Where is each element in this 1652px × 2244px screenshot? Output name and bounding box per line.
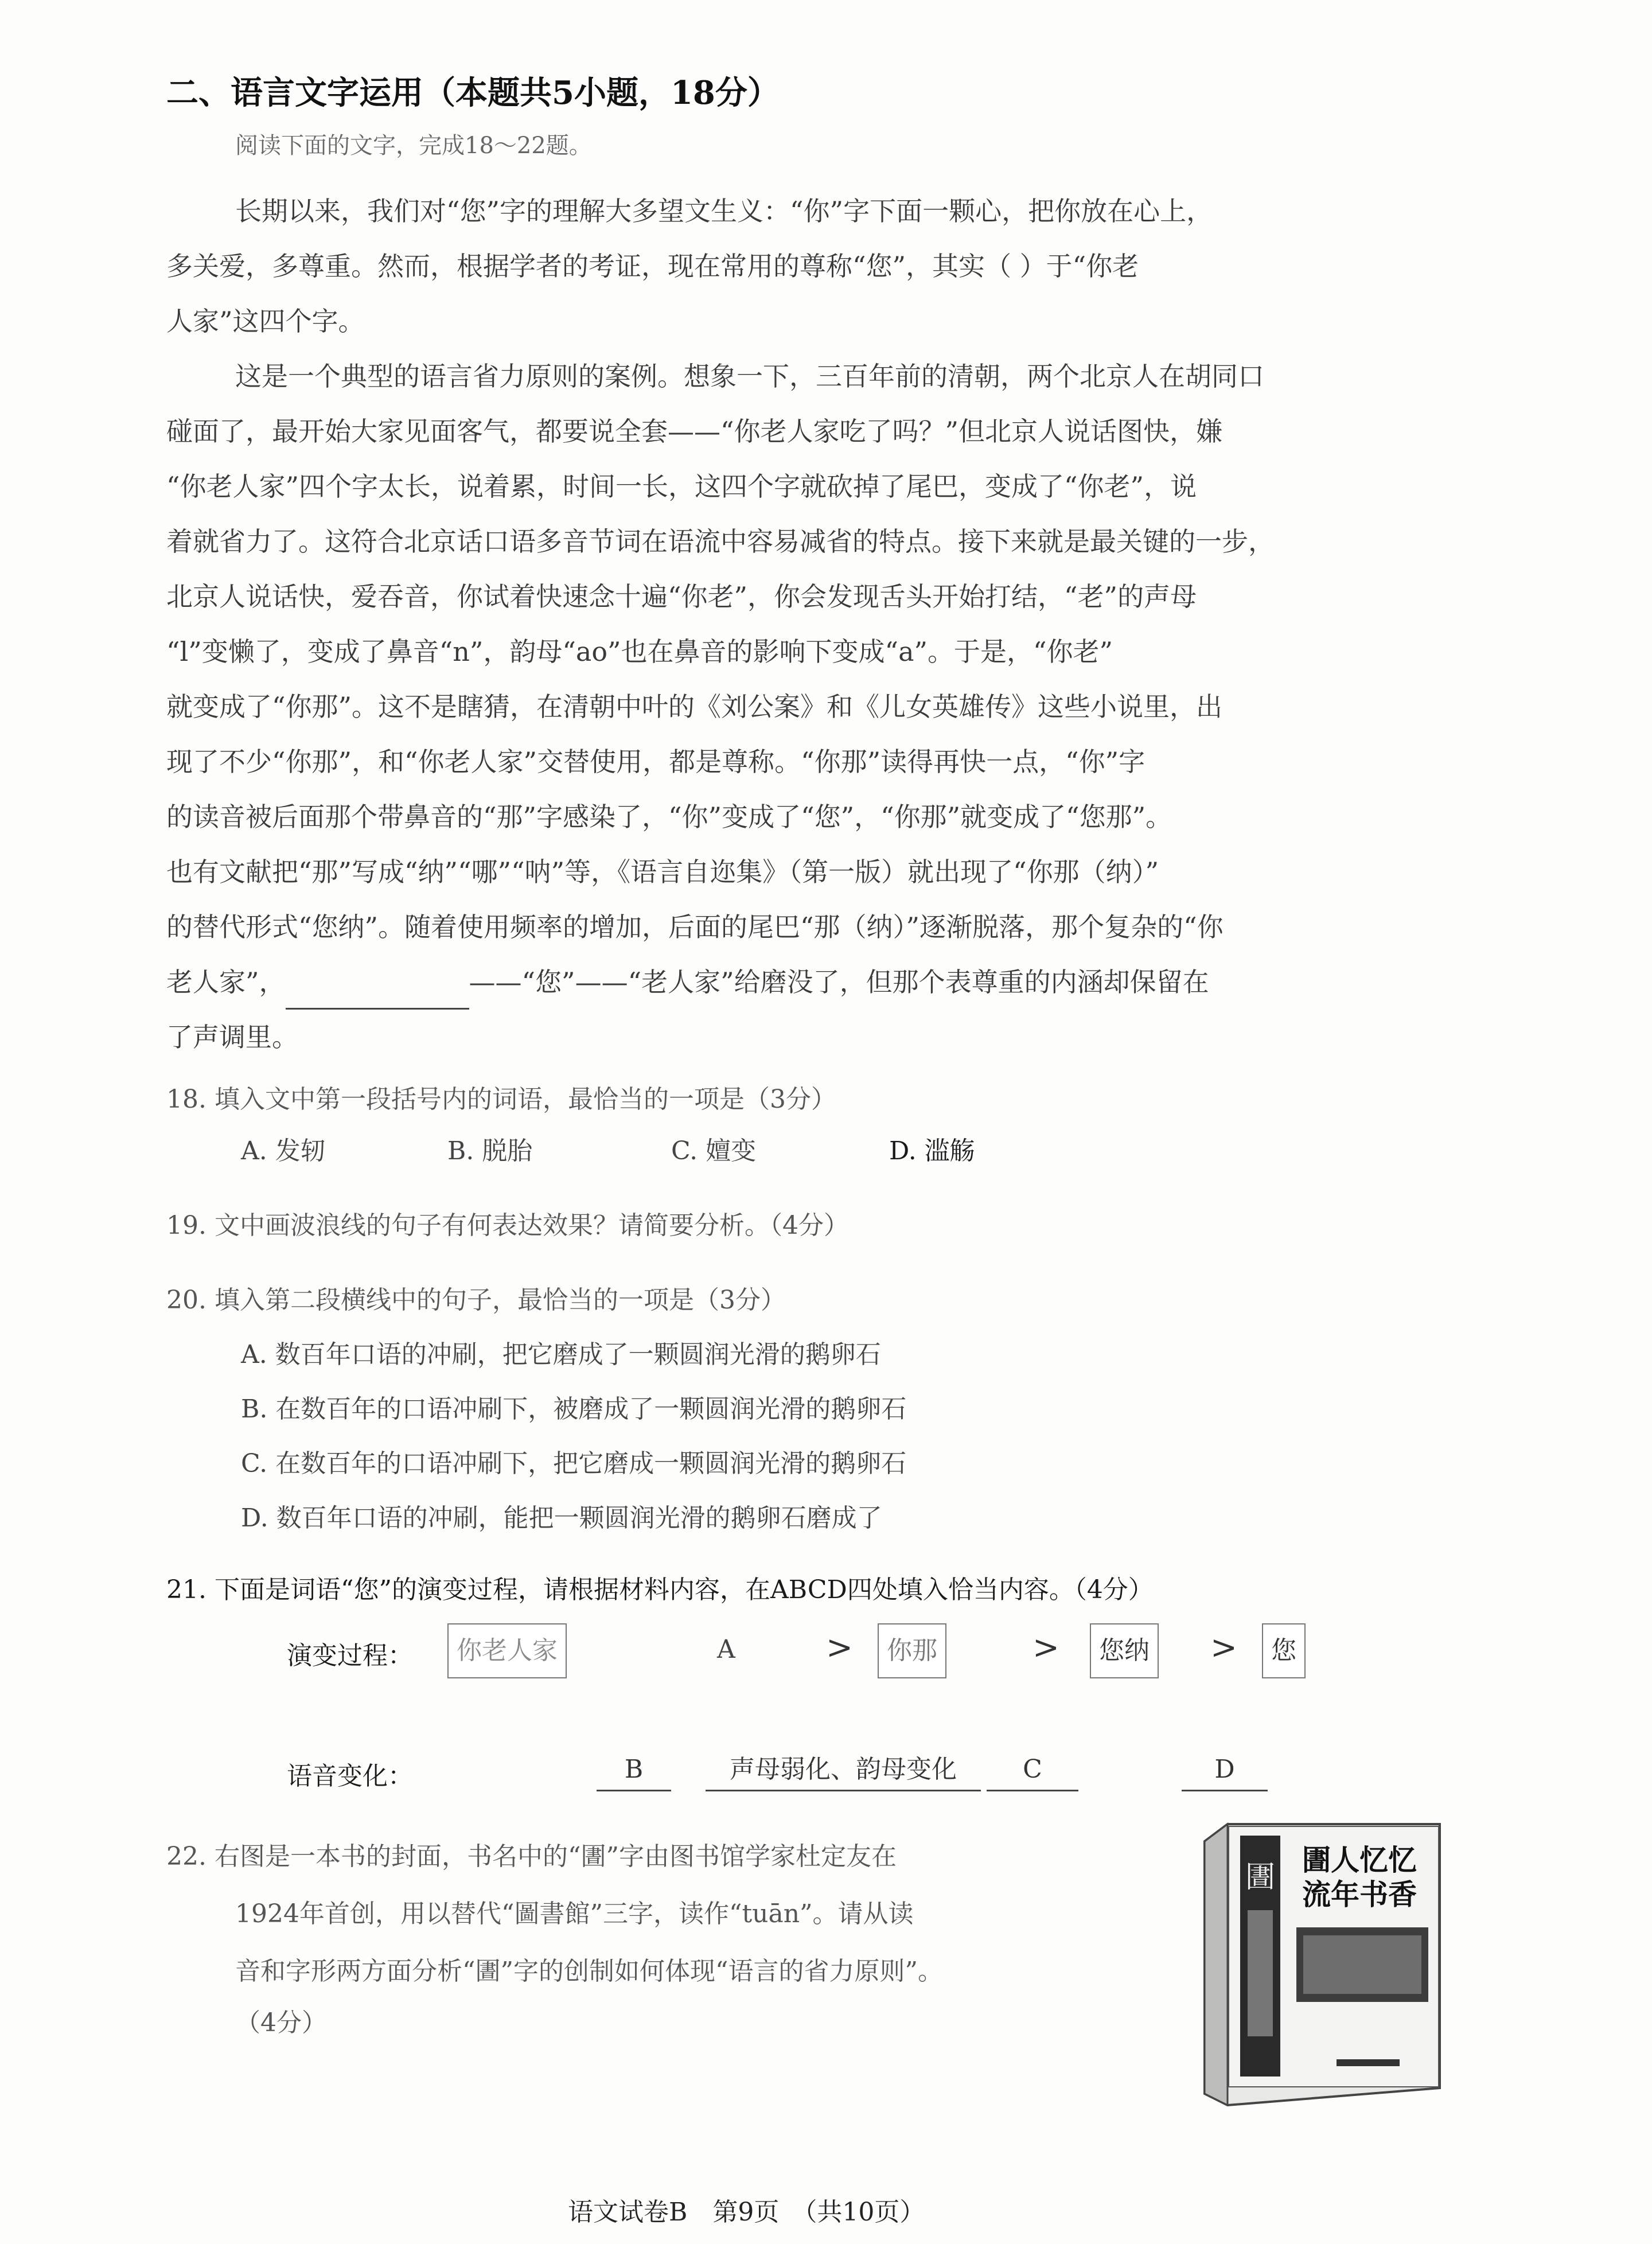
passage-line: 多关爱，多尊重。然而，根据学者的考证，现在常用的尊称“您”，其实（ ）于“你老 <box>166 251 1139 282</box>
passage-line: 也有文献把“那”写成“纳”“哪”“呐”等，《语言自迩集》（第一版）就出现了“你那（纳）” <box>166 856 1159 887</box>
q18-option-b[interactable]: B. 脱胎 <box>447 1136 533 1166</box>
q20-option-c[interactable]: C. 在数百年的口语冲刷下，把它磨成一颗圆润光滑的鹅卵石 <box>241 1449 907 1478</box>
q21-box-nina: 你那 <box>878 1623 946 1678</box>
q20-option-a[interactable]: A. 数百年口语的冲刷，把它磨成了一颗圆润光滑的鹅卵石 <box>241 1340 881 1369</box>
book-title-line2: 流年书香 <box>1302 1877 1417 1911</box>
passage-line: 老人家”， <box>166 967 286 998</box>
q21-box-start: 你老人家 <box>447 1623 567 1678</box>
question-20: 20. 填入第二段横线中的句子，最恰当的一项是（3分） <box>166 1285 786 1315</box>
passage-line: 就变成了“你那”。这不是瞎猜，在清朝中叶的《刘公案》和《儿女英雄传》这些小说里，出 <box>166 691 1223 722</box>
q21-blank-d[interactable]: D <box>1182 1750 1268 1791</box>
passage-line: “l”变懒了，变成了鼻音“n”，韵母“ao”也在鼻音的影响下变成“a”。于是，“你老” <box>166 636 1113 667</box>
arrow-icon: > <box>1032 1629 1059 1666</box>
page-footer: 语文试卷B 第9页 （共10页） <box>568 2198 925 2227</box>
passage-line: 人家”这四个字。 <box>166 306 365 337</box>
q20-option-d[interactable]: D. 数百年口语的冲刷，能把一颗圆润光滑的鹅卵石磨成了 <box>241 1503 882 1533</box>
book-title-line1: 圕人忆忆 <box>1302 1843 1417 1877</box>
arrow-icon: > <box>1210 1629 1237 1666</box>
q21-process-label: 演变过程： <box>287 1641 413 1670</box>
arrow-icon: > <box>826 1629 853 1666</box>
passage-line: “你老人家”四个字太长，说着累，时间一长，这四个字就砍掉了尾巴，变成了“你老”，说 <box>166 471 1197 502</box>
passage-line: 碰面了，最开始大家见面客气，都要说全套——“你老人家吃了吗？”但北京人说话图快，嫌 <box>166 416 1223 447</box>
q21-blank-b[interactable]: B <box>597 1750 671 1791</box>
passage-line-with-blank <box>166 955 1480 1010</box>
passage-line: 的替代形式“您纳”。随着使用频率的增加，后面的尾巴“那（纳）”逐渐脱落，那个复杂的“你 <box>166 911 1224 942</box>
passage-line: 长期以来，我们对“您”字的理解大多望文生义：“你”字下面一颗心，把你放在心上， <box>235 196 1213 227</box>
passage-tail: ——“您”——“老人家”给磨没了，但那个表尊重的内涵却保留在 <box>469 967 1209 998</box>
passage-line: 着就省力了。这符合北京话口语多音节词在语流中容易减省的特点。接下来就是最关键的一步， <box>166 526 1275 557</box>
passage-line: 了声调里。 <box>166 1022 298 1053</box>
question-22-line: 音和字形两方面分析“圕”字的创制如何体现“语言的省力原则”。 <box>235 1957 943 1986</box>
q21-box-nin: 您 <box>1262 1623 1306 1678</box>
q21-phonetic-label: 语音变化： <box>287 1762 413 1791</box>
section-heading: 二、语言文字运用（本题共5小题，18分） <box>166 74 780 112</box>
question-18: 18. 填入文中第一段括号内的词语，最恰当的一项是（3分） <box>166 1085 836 1114</box>
passage-line: 现了不少“你那”，和“你老人家”交替使用，都是尊称。“你那”读得再快一点，“你”字 <box>166 746 1146 777</box>
passage-line: 这是一个典型的语言省力原则的案例。想象一下，三百年前的清朝，两个北京人在胡同口 <box>235 361 1264 392</box>
book-cover-image <box>1193 1818 1446 2117</box>
q18-option-a[interactable]: A. 发轫 <box>241 1136 326 1166</box>
q21-phonetic-note: 声母弱化、韵母变化 <box>706 1750 981 1791</box>
q18-option-c[interactable]: C. 嬗变 <box>671 1136 757 1166</box>
q20-option-b[interactable]: B. 在数百年的口语冲刷下，被磨成了一颗圆润光滑的鹅卵石 <box>241 1394 907 1424</box>
instruction: 阅读下面的文字，完成18～22题。 <box>235 133 592 159</box>
passage-line: 的读音被后面那个带鼻音的“那”字感染了，“你”变成了“您”，“你那”就变成了“您那”。 <box>166 801 1172 832</box>
question-22-line: 1924年首创，用以替代“圖書館”三字，读作“tuān”。请从读 <box>235 1899 914 1929</box>
q21-box-ninna: 您纳 <box>1090 1623 1159 1678</box>
book-spine-char: 圕 <box>1245 1860 1276 1895</box>
fill-blank[interactable] <box>286 980 469 1010</box>
question-22-line: （4分） <box>235 2008 327 2037</box>
q21-label-a: A <box>717 1635 735 1664</box>
question-19: 19. 文中画波浪线的句子有何表达效果？请简要分析。（4分） <box>166 1211 849 1240</box>
question-22-line: 22. 右图是一本书的封面，书名中的“圕”字由图书馆学家杜定友在 <box>166 1842 897 1871</box>
q21-blank-c[interactable]: C <box>987 1750 1078 1791</box>
question-21: 21. 下面是词语“您”的演变过程，请根据材料内容，在ABCD四处填入恰当内容。（4分） <box>166 1575 1154 1604</box>
q18-option-d[interactable]: D. 滥觞 <box>889 1136 975 1166</box>
passage-line: 北京人说话快，爱吞音，你试着快速念十遍“你老”，你会发现舌头开始打结，“老”的声母 <box>166 581 1197 612</box>
